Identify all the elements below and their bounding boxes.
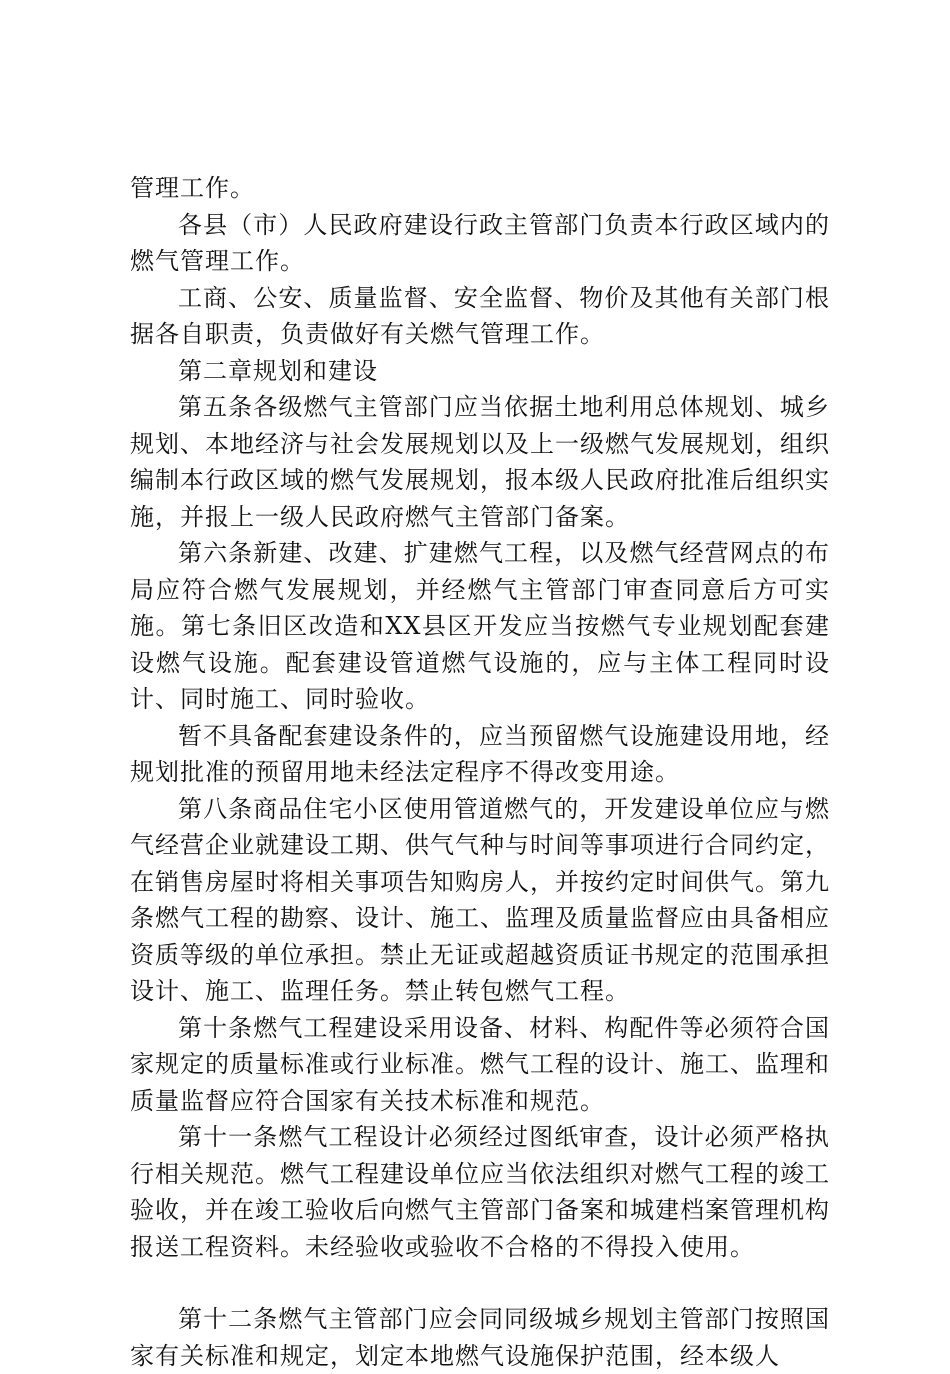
paragraph-gap [130,1265,830,1301]
paragraph: 第十条燃气工程建设采用设备、材料、构配件等必须符合国家规定的质量标准或行业标准。燃气工程的设计、施工、监理和质量监督应符合国家有关技术标准和规范。 [130,1013,830,1115]
paragraph: 第十二条燃气主管部门应会同同级城乡规划主管部门按照国家有关标准和规定，划定本地燃气设施保护范围，经本级人 [130,1305,830,1370]
paragraph: 暂不具备配套建设条件的，应当预留燃气设施建设用地，经规划批准的预留用地未经法定程序不得改变用途。 [130,721,830,786]
paragraph: 工商、公安、质量监督、安全监督、物价及其他有关部门根据各自职责，负责做好有关燃气管理工作。 [130,283,830,348]
paragraph: 管理工作。 [130,174,255,202]
chapter-heading: 第二章规划和建设 [178,356,378,385]
paragraph: 第八条商品住宅小区使用管道燃气的，开发建设单位应与燃气经营企业就建设工期、供气气种与时间等事项进行合同约定，在销售房屋时将相关事项告知购房人，并按约定时间供气。第九条燃气工程的勘察、设计、施工、监理及质量监督应由具备相应资质等级的单位承担。禁止无证或超越资质证书规定的范围承担设计、施工、监理任务。禁止转包燃气工程。 [130,794,830,1005]
paragraph: 第六条新建、改建、扩建燃气工程，以及燃气经营网点的布局应符合燃气发展规划，并经燃气主管部门审查同意后方可实施。第七条旧区改造和XX县区开发应当按燃气专业规划配套建设燃气设施。配套建设管道燃气设施的，应与主体工程同时设计、同时施工、同时验收。 [130,539,830,713]
document-body [130,170,830,1374]
paragraph: 第十一条燃气工程设计必须经过图纸审查，设计必须严格执行相关规范。燃气工程建设单位应当依法组织对燃气工程的竣工验收，并在竣工验收后向燃气主管部门备案和城建档案管理机构报送工程资料。未经验收或验收不合格的不得投入使用。 [130,1123,830,1261]
paragraph: 各县（市）人民政府建设行政主管部门负责本行政区域内的燃气管理工作。 [130,210,830,275]
paragraph: 第五条各级燃气主管部门应当依据土地利用总体规划、城乡规划、本地经济与社会发展规划以及上一级燃气发展规划，组织编制本行政区域的燃气发展规划，报本级人民政府批准后组织实施，并报上一级人民政府燃气主管部门备案。 [130,393,830,531]
